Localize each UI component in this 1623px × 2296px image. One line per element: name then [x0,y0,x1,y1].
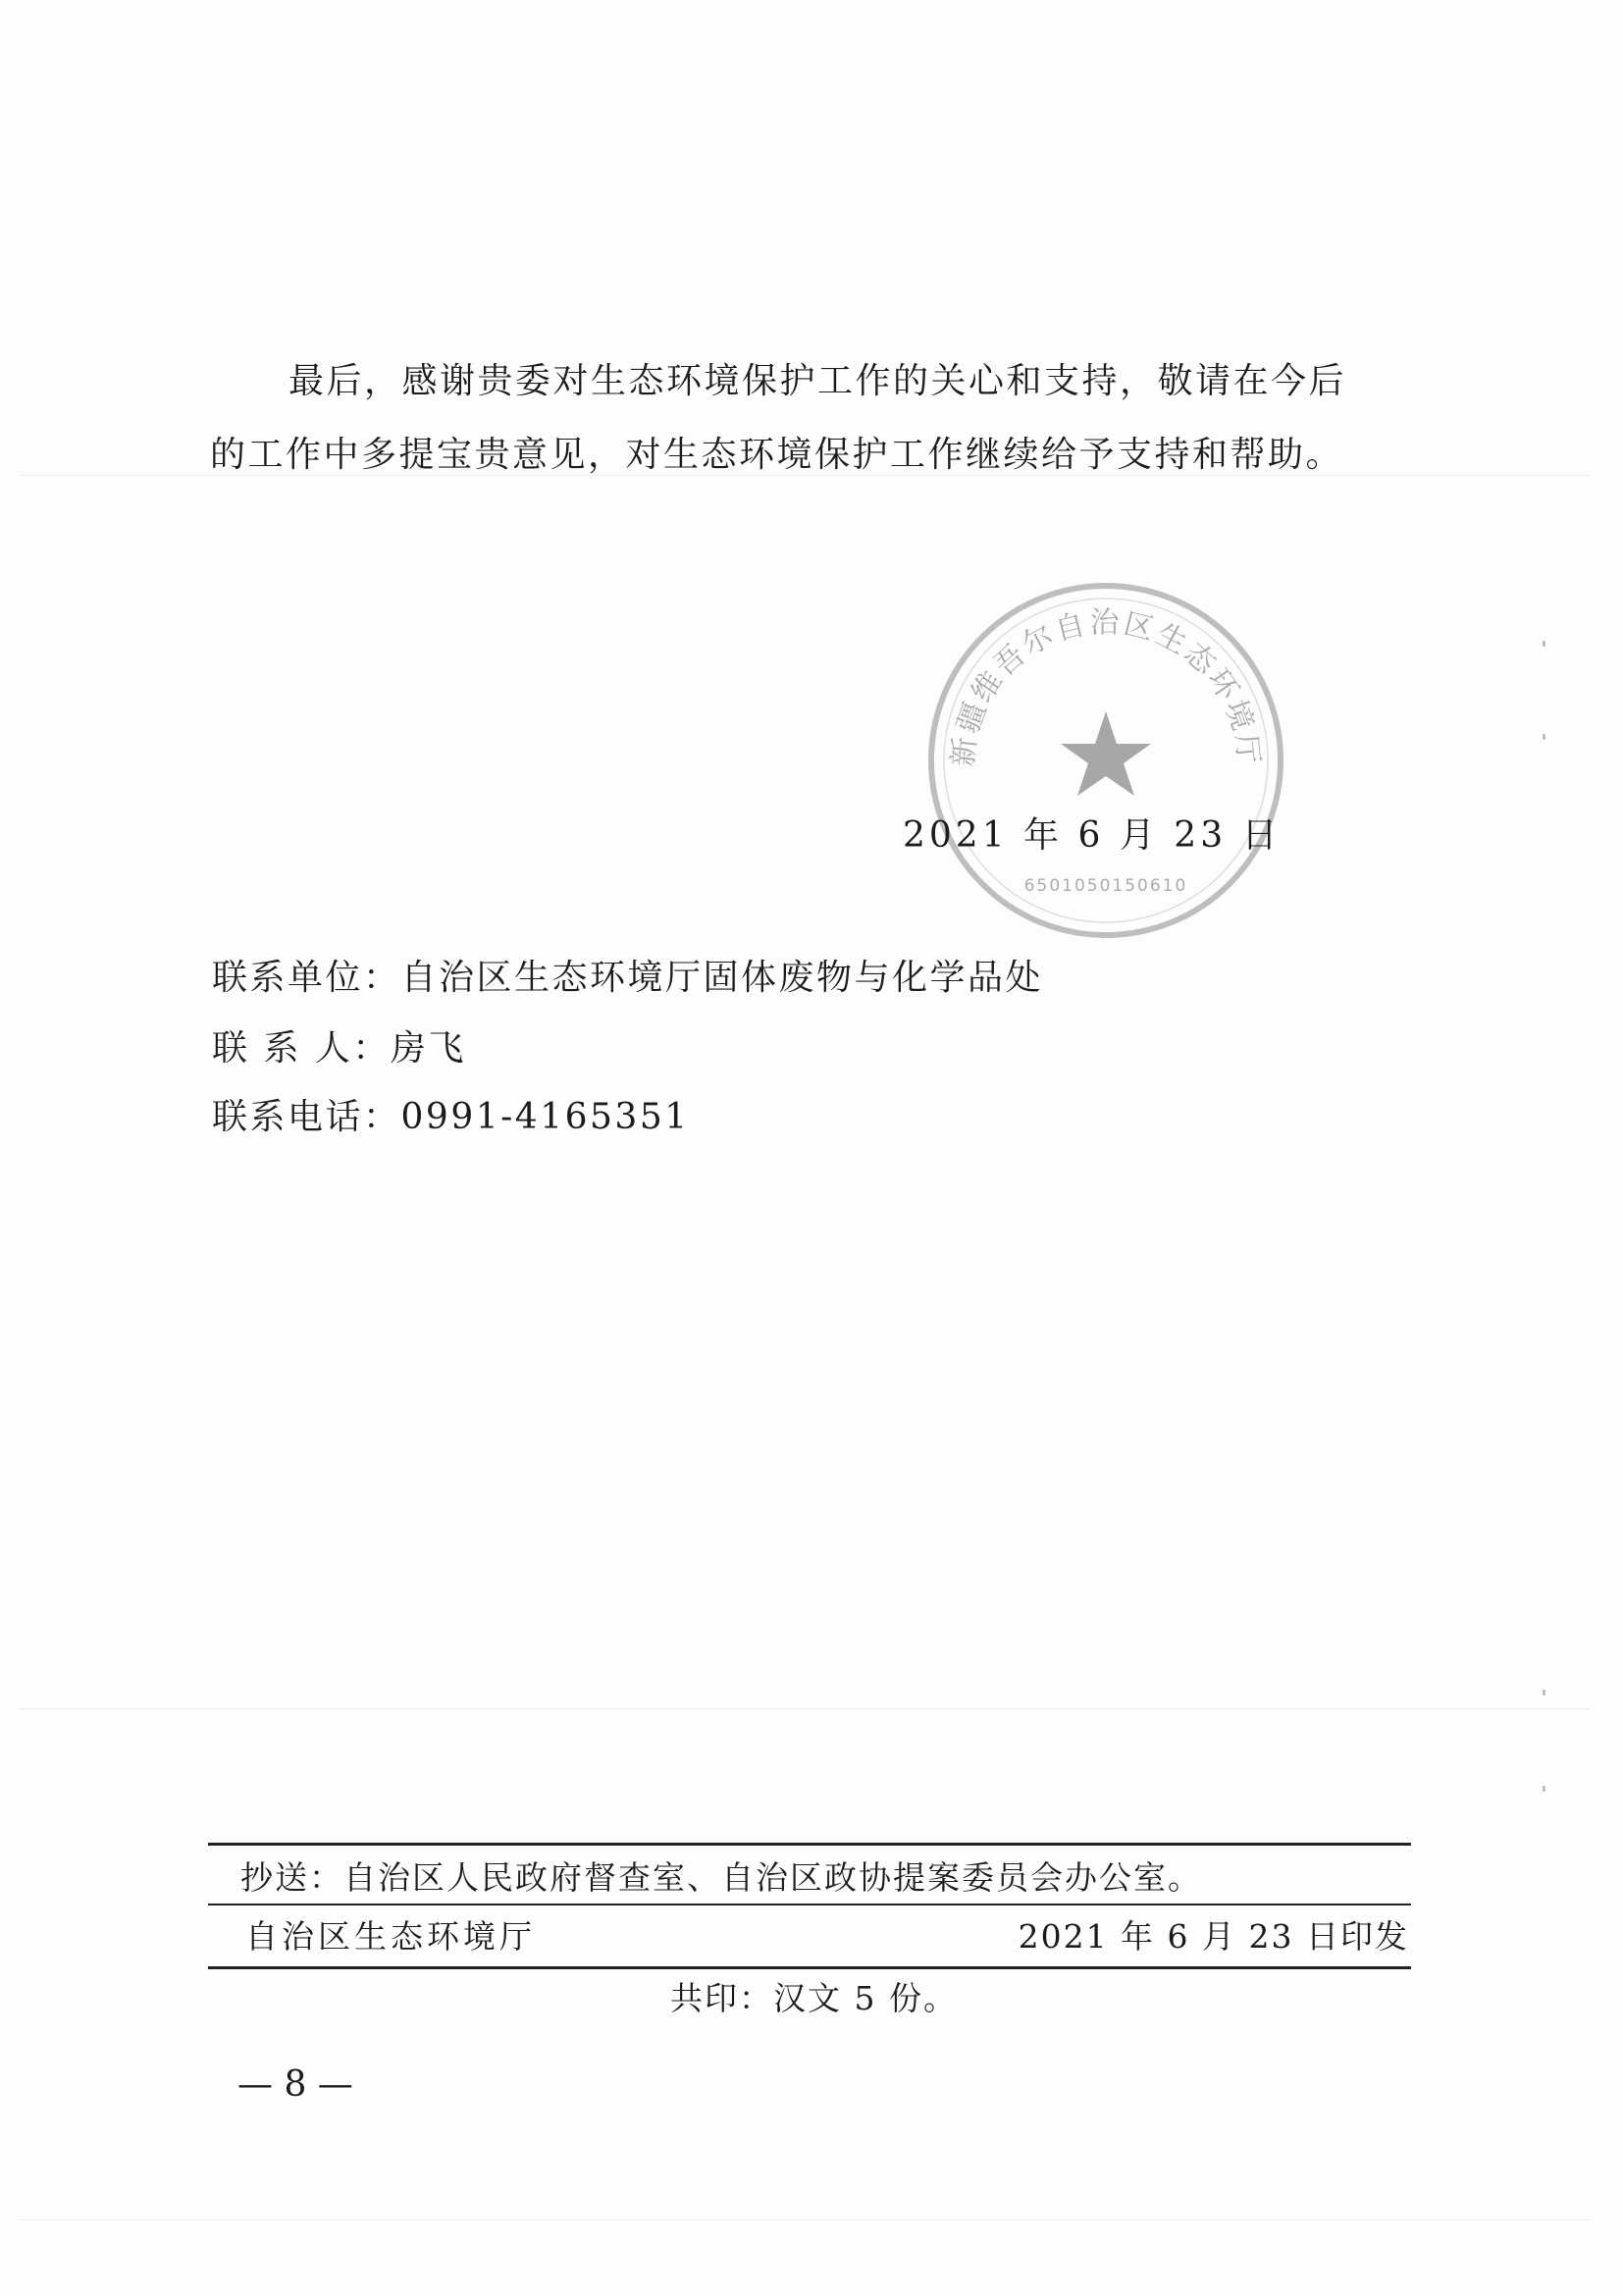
scan-speck [1543,641,1545,647]
closing-paragraph-line-1: 最后，感谢贵委对生态环境保护工作的关心和支持，敬请在今后 [288,361,1347,401]
issuer: 自治区生态环境厅 [245,1917,536,1956]
footer-bottom-rule [208,1966,1411,1969]
copies-line: 共印：汉文 5 份。 [670,1979,958,2017]
seal-name-text: 新疆维吾尔自治区生态环境厅 [946,605,1266,769]
scan-speck [1543,734,1545,740]
contact-phone-value: 0991-4165351 [400,1097,690,1137]
closing-paragraph-line-2: 的工作中多提宝贵意见，对生态环境保护工作继续给予支持和帮助。 [210,435,1344,475]
seal-code-text: 6501050150610 [1023,876,1188,896]
contact-phone-label: 联系电话： [212,1097,401,1137]
scan-speck [1543,1690,1545,1696]
cc-line: 抄送：自治区人民政府督查室、自治区政协提案委员会办公室。 [240,1858,1202,1897]
footer-top-rule [208,1843,1411,1846]
contact-unit-value: 自治区生态环境厅固体废物与化学品处 [400,958,1044,998]
contact-phone-row [212,1089,690,1139]
contact-person-label: 联 系 人： [212,1028,391,1069]
scan-artifact-line-3 [20,2219,1590,2220]
contact-person-row [212,1020,466,1070]
signature-date: 2021 年 6 月 23 日 [903,815,1282,856]
contact-person-value: 房飞 [390,1028,466,1069]
scan-artifact-line-2 [20,1708,1590,1709]
footer-middle-rule [208,1904,1411,1905]
contact-unit-label: 联系单位： [212,958,401,998]
scan-speck [1543,1786,1545,1792]
scan-artifact-line [20,475,1590,476]
contact-unit-row [212,950,1043,1000]
official-seal [924,579,1287,942]
star-icon [1061,711,1151,796]
issue-date: 2021 年 6 月 23 日印发 [1018,1917,1409,1956]
page-number: — 8 — [237,2064,353,2105]
